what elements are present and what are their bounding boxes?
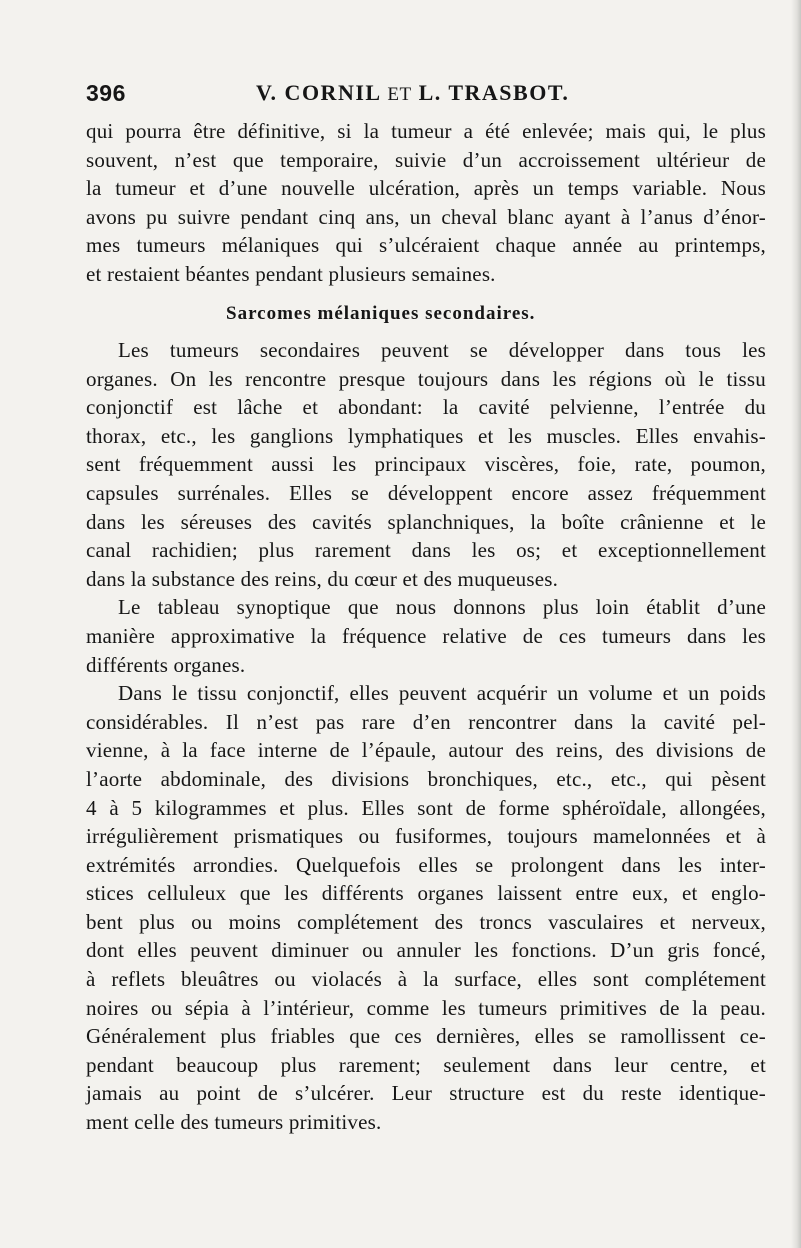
text-line: mes tumeurs mélaniques qui s’ulcéraient chaque année au printemps, <box>86 233 766 258</box>
paragraph-synoptic-table <box>86 593 766 679</box>
text-line: dont elles peuvent diminuer ou annuler les fonctions. D’un gris foncé, <box>86 938 766 963</box>
text-line: pendant beaucoup plus rarement; seulement dans leur centre, et <box>86 1052 766 1077</box>
text-line: souvent, n’est que temporaire, suivie d’un accroissement ultérieur de <box>86 147 766 172</box>
text-line: sent fréquemment aussi les principaux viscères, foie, rate, poumon, <box>86 452 766 477</box>
text-line: considérables. Il n’est pas rare d’en rencontrer dans la cavité pel- <box>86 709 766 734</box>
section-heading: Sarcomes mélaniques secondaires. <box>226 303 536 324</box>
body-text <box>86 336 766 1137</box>
text-line: Le tableau synoptique que nous donnons plus loin établit d’une <box>118 595 766 620</box>
text-line: thorax, etc., les ganglions lymphatiques et les muscles. Elles envahis- <box>86 423 766 448</box>
paragraph-continuation <box>86 117 766 289</box>
author-trasbot: L. TRASBOT. <box>418 80 570 105</box>
text-line: jamais au point de s’ulcérer. Leur structure est du reste identique- <box>86 1081 766 1106</box>
conjunction-et: ET <box>387 84 412 105</box>
page-number: 396 <box>86 80 126 106</box>
text-line: bent plus ou moins complétement des troncs vasculaires et nerveux, <box>86 909 766 934</box>
text-line: différents organes. <box>86 652 246 677</box>
text-line: conjonctif est lâche et abondant: la cavité pelvienne, l’entrée du <box>86 395 766 420</box>
text-line: Généralement plus friables que ces dernières, elles se ramollissent ce- <box>86 1024 766 1049</box>
text-line: dans les séreuses des cavités splanchniques, la boîte crânienne et le <box>86 509 766 534</box>
text-line: Les tumeurs secondaires peuvent se développer dans tous les <box>118 338 766 362</box>
text-line: canal rachidien; plus rarement dans les os; et exceptionnellement <box>86 538 766 563</box>
author-cornil: V. CORNIL <box>256 80 381 105</box>
text-line: noires ou sépia à l’intérieur, comme les tumeurs primitives de la peau. <box>86 995 766 1020</box>
page-edge-shadow <box>791 0 801 1248</box>
text-line: et restaient béantes pendant plusieurs semaines. <box>86 261 496 286</box>
text-line: manière approximative la fréquence relative de ces tumeurs dans les <box>86 623 766 648</box>
text-line: l’aorte abdominale, des divisions bronchiques, etc., etc., qui pèsent <box>86 766 766 791</box>
text-line: dans la substance des reins, du cœur et des muqueuses. <box>86 566 559 591</box>
text-line: Dans le tissu conjonctif, elles peuvent acquérir un volume et un poids <box>118 681 766 706</box>
text-line: vienne, à la face interne de l’épaule, autour des reins, des divisions de <box>86 738 766 763</box>
paragraph-secondary-tumours <box>86 336 766 593</box>
text-line: irrégulièrement prismatiques ou fusiformes, toujours mamelonnées et à <box>86 824 766 849</box>
text-line: extrémités arrondies. Quelquefois elles se prolongent dans les inter- <box>86 852 766 877</box>
running-head <box>256 80 569 106</box>
text-line: à reflets bleuâtres ou violacés à la surface, elles sont complétement <box>86 967 766 992</box>
text-line: avons pu suivre pendant cinq ans, un cheval blanc ayant à l’anus d’énor- <box>86 204 766 229</box>
text-line: organes. On les rencontre presque toujours dans les régions où le tissu <box>86 366 766 391</box>
text-line: qui pourra être définitive, si la tumeur a été enlevée; mais qui, le plus <box>86 119 766 143</box>
text-line: la tumeur et d’une nouvelle ulcération, après un temps variable. Nous <box>86 176 766 201</box>
text-line: stices celluleux que les différents organes laissent entre eux, et englo- <box>86 881 766 906</box>
text-line: 4 à 5 kilogrammes et plus. Elles sont de forme sphéroïdale, allongées, <box>86 795 766 820</box>
page-header <box>86 80 766 114</box>
paragraph-connective-tissue <box>86 679 766 1137</box>
text-line: ment celle des tumeurs primitives. <box>86 1110 382 1135</box>
text-line: capsules surrénales. Elles se développent encore assez fréquemment <box>86 480 766 505</box>
